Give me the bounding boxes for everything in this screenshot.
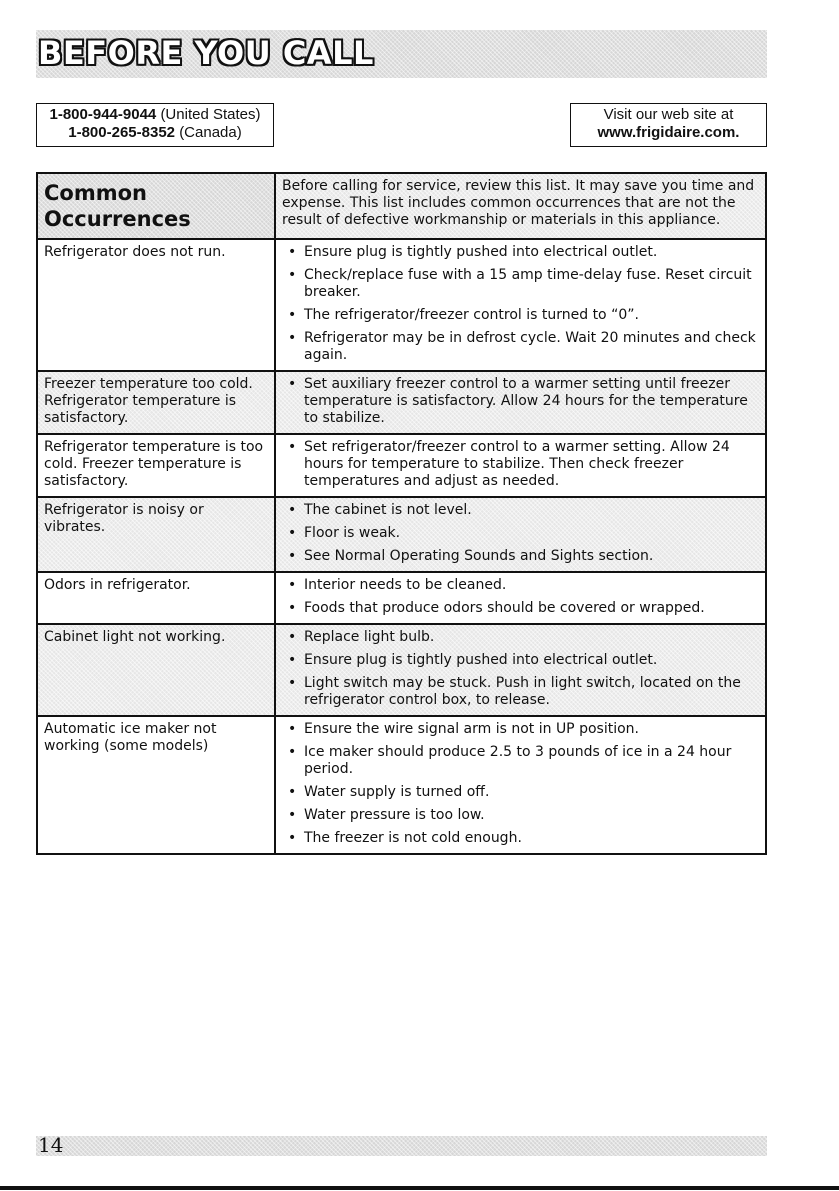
solutions-cell [276,435,765,496]
solutions-cell [276,625,765,715]
solutions-cell [276,573,765,623]
solution-item: • Interior needs to be cleaned. [282,577,757,594]
footer-bar [36,1133,767,1157]
bottom-rule [0,1186,839,1190]
table-row [38,370,765,433]
table-row [38,433,765,496]
solution-item: • Foods that produce odors should be covered or wrapped. [282,600,757,617]
table-row [38,238,765,370]
solution-item: • Replace light bulb. [282,629,757,646]
solutions-list [282,244,757,364]
solution-item: • Set auxiliary freezer control to a warmer setting until freezer temperature is satisfactory. Allow 24 hours for the temperature to stabilize. [282,376,757,427]
section-intro: Before calling for service, review this list. It may save you time and expense. This list includes common occurrences that are not the result of defective workmanship or materials in this appliance. [276,174,765,238]
problem-cell: Automatic ice maker not working (some models) [38,717,276,853]
solution-item: • Water supply is turned off. [282,784,757,801]
table-header-row [38,174,765,238]
solutions-list [282,502,757,565]
solutions-cell [276,372,765,433]
section-title: Common Occurrences [44,181,191,231]
solutions-cell [276,717,765,853]
solution-item: • Ice maker should produce 2.5 to 3 pounds of ice in a 24 hour period. [282,744,757,778]
table-row [38,496,765,571]
table-row [38,623,765,715]
solution-item: • The refrigerator/freezer control is turned to “0”. [282,307,757,324]
us-phone-number: 1-800-944-9044 [49,106,157,123]
solution-item: • Ensure plug is tightly pushed into electrical outlet. [282,652,757,669]
canada-phone-line [37,124,273,142]
page-title: BEFORE YOU CALL [38,34,374,72]
solution-item: • Check/replace fuse with a 15 amp time-delay fuse. Reset circuit breaker. [282,267,757,301]
header-title-cell [38,174,276,238]
page-banner [36,30,767,78]
solution-item: • Water pressure is too low. [282,807,757,824]
problem-cell: Odors in refrigerator. [38,573,276,623]
solutions-list [282,629,757,709]
table-row [38,715,765,853]
us-phone-line [37,106,273,124]
us-phone-label: (United States) [160,106,261,123]
page-number: 14 [38,1133,64,1157]
problem-cell: Refrigerator temperature is too cold. Freezer temperature is satisfactory. [38,435,276,496]
canada-phone-label: (Canada) [179,124,242,141]
common-occurrences-table [36,172,767,855]
problem-cell: Refrigerator is noisy or vibrates. [38,498,276,571]
solution-item: • Light switch may be stuck. Push in light switch, located on the refrigerator control box, to release. [282,675,757,709]
solution-item: • Floor is weak. [282,525,757,542]
website-url: www.frigidaire.com. [597,124,740,141]
solution-item: • Refrigerator may be in defrost cycle. Wait 20 minutes and check again. [282,330,757,364]
solution-item: • The freezer is not cold enough. [282,830,757,847]
solution-item: • The cabinet is not level. [282,502,757,519]
solution-item: • Ensure plug is tightly pushed into electrical outlet. [282,244,757,261]
website-intro: Visit our web site at [603,106,734,123]
solutions-list [282,577,757,617]
problem-cell: Refrigerator does not run. [38,240,276,370]
solution-item: • See Normal Operating Sounds and Sights section. [282,548,757,565]
solution-item: • Ensure the wire signal arm is not in UP position. [282,721,757,738]
phone-contact-box [36,103,274,147]
problem-cell: Freezer temperature too cold. Refrigerator temperature is satisfactory. [38,372,276,433]
table-row [38,571,765,623]
solutions-list [282,721,757,847]
canada-phone-number: 1-800-265-8352 [68,124,176,141]
solutions-list [282,439,757,490]
solutions-list [282,376,757,427]
solutions-cell [276,240,765,370]
problem-cell: Cabinet light not working. [38,625,276,715]
website-contact-box [570,103,767,147]
solutions-cell [276,498,765,571]
solution-item: • Set refrigerator/freezer control to a warmer setting. Allow 24 hours for temperature to stabilize. Then check freezer temperatures and adjust as needed. [282,439,757,490]
